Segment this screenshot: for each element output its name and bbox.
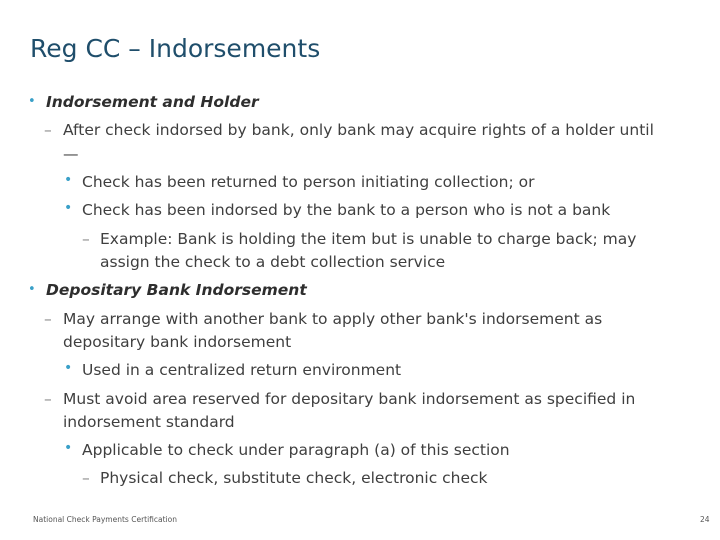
bullet-heading: Indorsement and Holder (46, 93, 259, 111)
dash-icon: – (44, 390, 52, 408)
bullet-icon: • (64, 172, 73, 188)
list-item: Used in a centralized return environment (82, 361, 402, 379)
list-item: Check has been returned to person initiating collection; or (82, 173, 535, 191)
dash-icon: – (82, 469, 90, 487)
list-item-continuation: — (63, 145, 79, 163)
dash-icon: – (82, 230, 90, 248)
bullet-icon: • (28, 94, 36, 109)
dash-icon: – (44, 310, 52, 328)
list-item: Example: Bank is holding the item but is unable to charge back; may (100, 230, 637, 248)
bullet-heading: Depositary Bank Indorsement (46, 281, 307, 299)
bullet-icon: • (28, 282, 36, 297)
list-item: Must avoid area reserved for depositary bank indorsement as specified in (63, 390, 636, 408)
list-item-continuation: indorsement standard (63, 413, 235, 431)
list-item: After check indorsed by bank, only bank may acquire rights of a holder until (63, 121, 654, 139)
bullet-icon: • (64, 200, 73, 216)
footer-text: National Check Payments Certification (33, 515, 177, 524)
list-item: Applicable to check under paragraph (a) of this section (82, 441, 510, 459)
list-item-continuation: assign the check to a debt collection service (100, 253, 446, 271)
list-item: May arrange with another bank to apply other bank's indorsement as (63, 310, 603, 328)
slide-title: Reg CC – Indorsements (30, 34, 321, 63)
bullet-icon: • (64, 440, 73, 456)
list-item: Physical check, substitute check, electronic check (100, 469, 488, 487)
page-number: 24 (700, 515, 710, 524)
bullet-icon: • (64, 360, 73, 376)
list-item-continuation: depositary bank indorsement (63, 333, 292, 351)
list-item: Check has been indorsed by the bank to a person who is not a bank (82, 201, 611, 219)
dash-icon: – (44, 121, 52, 139)
